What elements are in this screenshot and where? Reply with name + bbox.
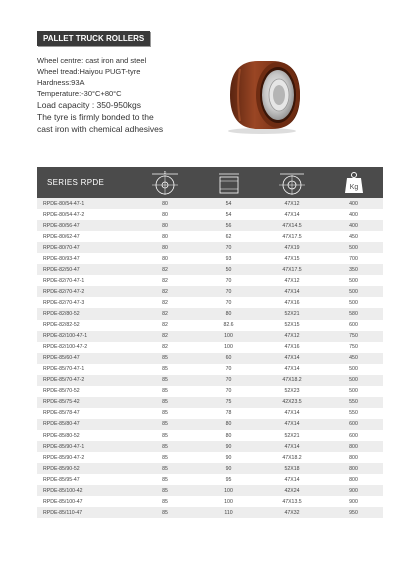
model-cell: RPDE-82/82-52 xyxy=(43,322,80,329)
model-cell: RPDE-85/75-42 xyxy=(43,399,80,406)
bearing-cell: 52X23 xyxy=(284,388,300,395)
model-cell: RPDE-82/70-47-1 xyxy=(43,277,85,284)
table-row xyxy=(37,297,383,308)
width-cell: 82.6 xyxy=(223,322,234,329)
bearing-cell: 52X18 xyxy=(284,465,300,472)
diameter-cell: 85 xyxy=(162,465,168,472)
width-cell: 70 xyxy=(225,244,232,251)
load-cell: 600 xyxy=(349,421,358,428)
model-cell: RPDE-82/70-47-2 xyxy=(43,288,85,295)
load-cell: 950 xyxy=(349,509,358,516)
diameter-cell: 82 xyxy=(162,322,168,329)
load-cell: 450 xyxy=(349,233,358,240)
column-load xyxy=(324,167,383,198)
model-cell: RPDE-85/90-47-2 xyxy=(43,454,85,461)
model-cell: RPDE-80/93-47 xyxy=(43,255,80,262)
table-row xyxy=(37,386,383,397)
load-cell: 800 xyxy=(349,454,358,461)
table-row xyxy=(37,364,383,375)
load-cell: 600 xyxy=(349,432,358,439)
width-cell: 80 xyxy=(225,432,232,439)
roller-icon xyxy=(222,55,308,135)
bearing-icon xyxy=(275,171,309,195)
load-cell: 500 xyxy=(349,366,358,373)
diameter-cell: 82 xyxy=(162,333,168,340)
table-header xyxy=(37,167,383,198)
dim-label-d: D xyxy=(163,170,167,174)
width-cell: 56 xyxy=(225,222,232,229)
bearing-cell: 52X21 xyxy=(284,310,300,317)
diameter-cell: 85 xyxy=(162,509,168,516)
table-row xyxy=(37,331,383,342)
load-cell: 750 xyxy=(349,344,358,351)
width-cell: 100 xyxy=(224,333,233,340)
desc-line: Wheel centre: cast iron and steel xyxy=(37,56,147,65)
table-row xyxy=(37,397,383,408)
bearing-cell: 47X17.5 xyxy=(282,266,302,273)
model-cell: RPDE-82/100-47-1 xyxy=(43,333,88,340)
load-cell: 580 xyxy=(349,310,358,317)
load-cell: 800 xyxy=(349,465,358,472)
desc-line: Temperature:-30°C+80°C xyxy=(37,89,122,98)
series-label: SERIES RPDE xyxy=(47,178,105,187)
model-cell: RPDE-80/54-47-1 xyxy=(43,200,85,207)
width-cell: 100 xyxy=(224,487,233,494)
bearing-cell: 47X16 xyxy=(284,299,300,306)
desc-line: The tyre is firmly bonded to the xyxy=(37,112,154,122)
load-cell: 800 xyxy=(349,476,358,483)
width-cell: 50 xyxy=(225,266,232,273)
diameter-cell: 85 xyxy=(162,399,168,406)
table-row xyxy=(37,220,383,231)
model-cell: RPDE-80/56-47 xyxy=(43,222,80,229)
diameter-cell: 80 xyxy=(162,222,168,229)
bearing-cell: 47X14.5 xyxy=(282,222,302,229)
spec-table xyxy=(37,167,383,580)
load-cell: 500 xyxy=(349,288,358,295)
load-cell: 500 xyxy=(349,388,358,395)
diameter-cell: 85 xyxy=(162,366,168,373)
table-row xyxy=(37,242,383,253)
desc-line: Load capacity : 350-950kgs xyxy=(37,100,141,110)
product-description xyxy=(37,55,207,135)
column-diameter xyxy=(133,167,197,198)
diameter-cell: 80 xyxy=(162,200,168,207)
load-cell: 500 xyxy=(349,377,358,384)
bearing-cell: 47X14 xyxy=(284,443,300,450)
load-cell: 400 xyxy=(349,200,358,207)
load-cell: 500 xyxy=(349,277,358,284)
diameter-cell: 82 xyxy=(162,277,168,284)
diameter-cell: 85 xyxy=(162,498,168,505)
load-cell: 400 xyxy=(349,211,358,218)
diameter-cell: 85 xyxy=(162,410,168,417)
diameter-cell: 82 xyxy=(162,299,168,306)
width-icon xyxy=(212,171,246,195)
width-cell: 90 xyxy=(225,443,232,450)
table-row xyxy=(37,452,383,463)
width-cell: 100 xyxy=(224,344,233,351)
model-cell: RPDE-85/78-47 xyxy=(43,410,80,417)
diameter-cell: 85 xyxy=(162,476,168,483)
load-cell: 700 xyxy=(349,255,358,262)
width-cell: 110 xyxy=(224,509,233,516)
width-cell: 70 xyxy=(225,377,232,384)
model-cell: RPDE-85/70-52 xyxy=(43,388,80,395)
diameter-cell: 85 xyxy=(162,388,168,395)
diameter-cell: 82 xyxy=(162,266,168,273)
model-cell: RPDE-85/70-47-1 xyxy=(43,366,85,373)
table-row xyxy=(37,419,383,430)
width-cell: 54 xyxy=(225,200,232,207)
table-row xyxy=(37,320,383,331)
load-cell: 600 xyxy=(349,322,358,329)
model-cell: RPDE-80/54-47-2 xyxy=(43,211,85,218)
table-row xyxy=(37,198,383,209)
column-bearing xyxy=(260,167,324,198)
table-row xyxy=(37,375,383,386)
model-cell: RPDE-80/70-47 xyxy=(43,244,80,251)
model-cell: RPDE-82/70-47-3 xyxy=(43,299,85,306)
table-row xyxy=(37,209,383,220)
diameter-icon xyxy=(148,171,182,195)
diameter-cell: 85 xyxy=(162,432,168,439)
diameter-cell: 80 xyxy=(162,233,168,240)
bearing-cell: 47X14 xyxy=(284,476,300,483)
load-cell: 800 xyxy=(349,443,358,450)
load-cell: 350 xyxy=(349,266,358,273)
bearing-cell: 42X24 xyxy=(284,487,300,494)
table-row xyxy=(37,474,383,485)
width-cell: 70 xyxy=(225,299,232,306)
diameter-cell: 85 xyxy=(162,443,168,450)
column-width xyxy=(197,167,260,198)
width-cell: 62 xyxy=(225,233,232,240)
model-cell: RPDE-85/100-42 xyxy=(43,487,83,494)
bearing-cell: 47X19 xyxy=(284,244,300,251)
width-cell: 80 xyxy=(225,421,232,428)
load-cell: 750 xyxy=(349,333,358,340)
width-cell: 75 xyxy=(225,399,232,406)
bearing-cell: 47X14 xyxy=(284,288,300,295)
load-cell: 500 xyxy=(349,244,358,251)
load-cell: 550 xyxy=(349,410,358,417)
bearing-cell: 47X18.2 xyxy=(282,377,302,384)
table-row xyxy=(37,430,383,441)
diameter-cell: 82 xyxy=(162,310,168,317)
table-row xyxy=(37,342,383,353)
bearing-cell: 47X18.2 xyxy=(282,454,302,461)
width-cell: 54 xyxy=(225,211,232,218)
table-row xyxy=(37,308,383,319)
diameter-cell: 85 xyxy=(162,487,168,494)
model-cell: RPDE-82/80-52 xyxy=(43,310,80,317)
width-cell: 93 xyxy=(225,255,232,262)
width-cell: 90 xyxy=(225,465,232,472)
table-row xyxy=(37,496,383,507)
width-cell: 95 xyxy=(225,476,232,483)
table-row xyxy=(37,408,383,419)
load-cell: 550 xyxy=(349,399,358,406)
width-cell: 60 xyxy=(225,355,232,362)
bearing-cell: 47X14 xyxy=(284,410,300,417)
model-cell: RPDE-82/50-47 xyxy=(43,266,80,273)
product-title-tag: PALLET TRUCK ROLLERS xyxy=(37,31,150,46)
diameter-cell: 82 xyxy=(162,288,168,295)
table-row xyxy=(37,253,383,264)
load-cell: 400 xyxy=(349,222,358,229)
model-cell: RPDE-85/90-52 xyxy=(43,465,80,472)
model-cell: RPDE-85/60-47 xyxy=(43,355,80,362)
model-cell: RPDE-85/100-47 xyxy=(43,498,83,505)
width-cell: 90 xyxy=(225,454,232,461)
model-cell: RPDE-85/80-47 xyxy=(43,421,80,428)
diameter-cell: 80 xyxy=(162,211,168,218)
bearing-cell: 47X14 xyxy=(284,421,300,428)
diameter-cell: 85 xyxy=(162,355,168,362)
width-cell: 70 xyxy=(225,288,232,295)
table-row xyxy=(37,485,383,496)
table-row xyxy=(37,507,383,518)
bearing-cell: 52X21 xyxy=(284,432,300,439)
model-cell: RPDE-85/90-47-1 xyxy=(43,443,85,450)
model-cell: RPDE-85/110-47 xyxy=(43,509,83,516)
bearing-cell: 47X14 xyxy=(284,366,300,373)
diameter-cell: 80 xyxy=(162,255,168,262)
bearing-cell: 47X12 xyxy=(284,200,300,207)
model-cell: RPDE-80/62-47 xyxy=(43,233,80,240)
diameter-cell: 85 xyxy=(162,454,168,461)
width-cell: 78 xyxy=(225,410,232,417)
desc-line: Hardness:93A xyxy=(37,78,85,87)
table-row xyxy=(37,286,383,297)
width-cell: 80 xyxy=(225,310,232,317)
width-cell: 70 xyxy=(225,277,232,284)
diameter-cell: 85 xyxy=(162,421,168,428)
desc-line: Wheel tread:Haiyou PUGT-tyre xyxy=(37,67,141,76)
table-row xyxy=(37,275,383,286)
model-cell: RPDE-85/80-52 xyxy=(43,432,80,439)
bearing-cell: 47X14 xyxy=(284,355,300,362)
load-cell: 900 xyxy=(349,487,358,494)
bearing-cell: 47X16 xyxy=(284,344,300,351)
bearing-cell: 47X14 xyxy=(284,211,300,218)
bearing-cell: 47X12 xyxy=(284,277,300,284)
load-cell: 900 xyxy=(349,498,358,505)
diameter-cell: 85 xyxy=(162,377,168,384)
load-cell: 500 xyxy=(349,299,358,306)
weight-kg-icon xyxy=(343,171,365,195)
bearing-cell: 47X12 xyxy=(284,333,300,340)
width-cell: 100 xyxy=(224,498,233,505)
table-row xyxy=(37,231,383,242)
table-row xyxy=(37,353,383,364)
width-cell: 70 xyxy=(225,388,232,395)
desc-line: cast iron with chemical adhesives xyxy=(37,124,164,134)
bearing-cell: 42X23.5 xyxy=(282,399,302,406)
width-cell: 70 xyxy=(225,366,232,373)
bearing-cell: 47X17.5 xyxy=(282,233,302,240)
table-row xyxy=(37,463,383,474)
load-cell: 450 xyxy=(349,355,358,362)
weight-kg-label: Kg xyxy=(349,183,358,191)
diameter-cell: 82 xyxy=(162,344,168,351)
model-cell: RPDE-85/70-47-2 xyxy=(43,377,85,384)
roller-image xyxy=(222,55,308,135)
bearing-cell: 47X13.5 xyxy=(282,498,302,505)
table-body xyxy=(37,198,383,518)
model-cell: RPDE-82/100-47-2 xyxy=(43,344,88,351)
table-row xyxy=(37,264,383,275)
bearing-cell: 47X15 xyxy=(284,255,300,262)
product-header xyxy=(0,0,420,165)
bearing-cell: 47X32 xyxy=(284,509,300,516)
model-cell: RPDE-85/95-47 xyxy=(43,476,80,483)
bearing-cell: 52X15 xyxy=(284,322,300,329)
table-row xyxy=(37,441,383,452)
diameter-cell: 80 xyxy=(162,244,168,251)
